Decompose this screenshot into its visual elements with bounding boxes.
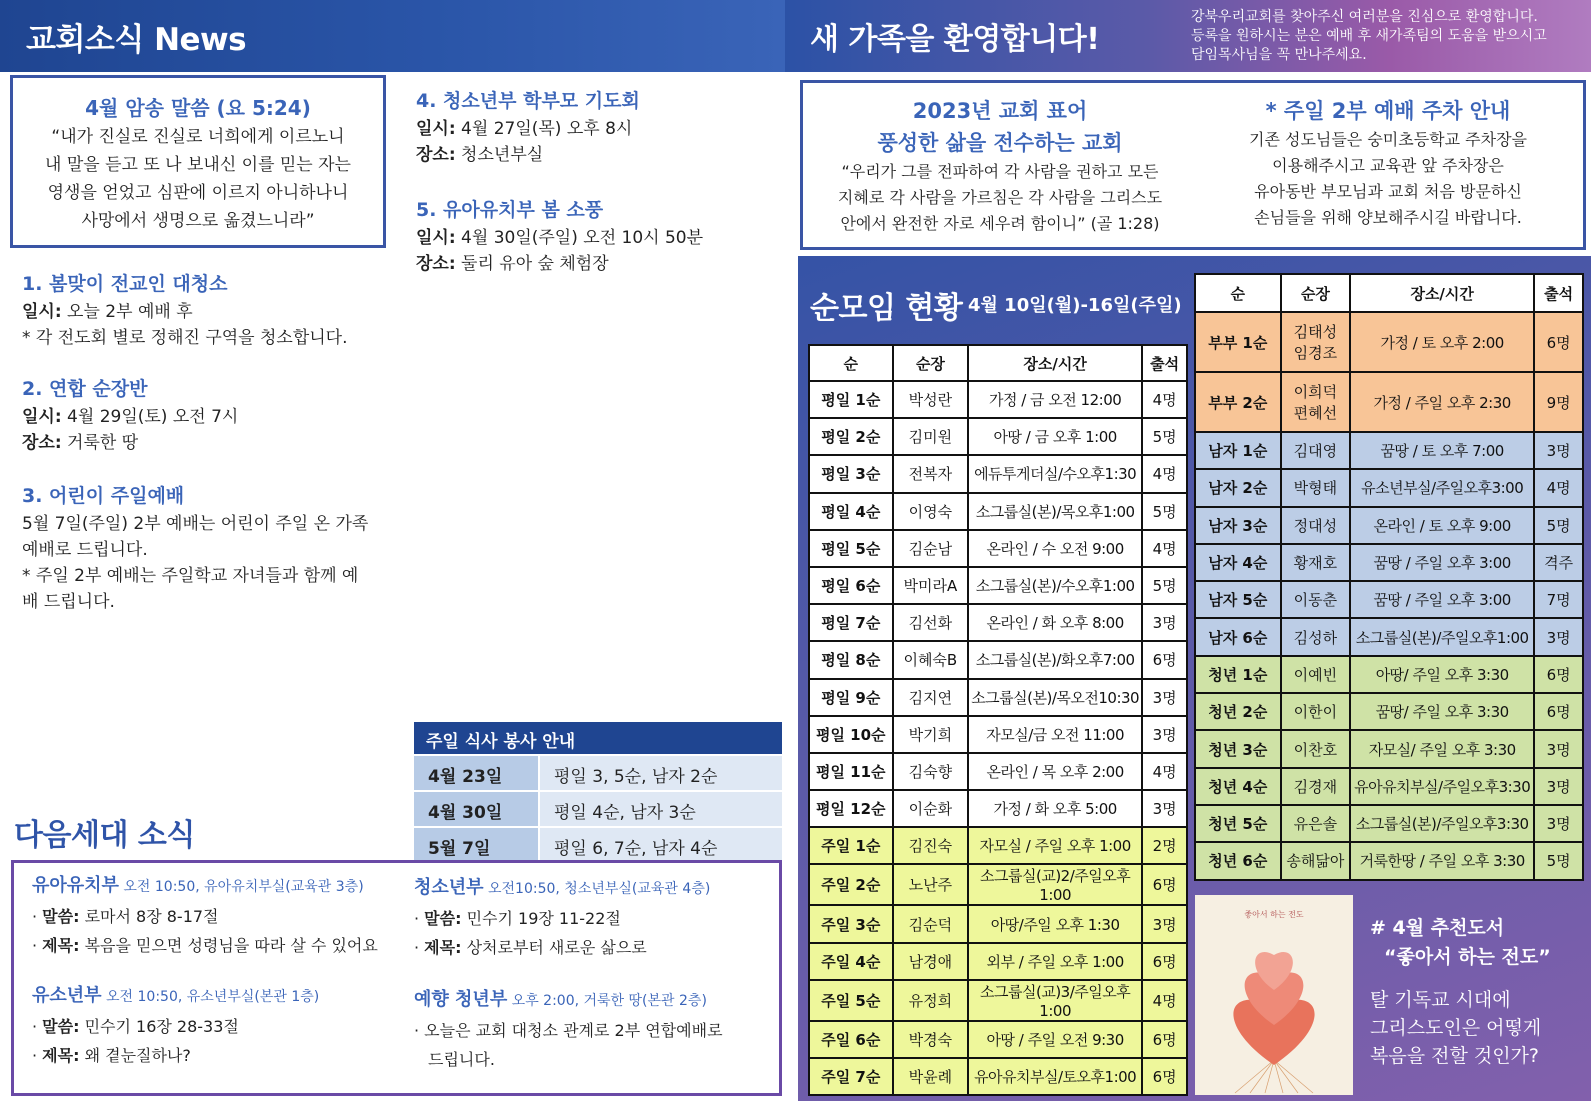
cell-leader: 김미원 — [893, 418, 969, 455]
welcome-header-title: 새 가족을 환영합니다! — [810, 22, 1100, 57]
cell-group-name: 평일 6순 — [809, 567, 893, 604]
cell-place-time: 온라인 / 수 오전 9:00 — [968, 530, 1142, 567]
welcome-message: 강북우리교회를 찾아주신 여러분을 진심으로 환영합니다. 등록을 원하시는 분은 예배 후 새가족팀의 도움을 받으시고 담임목사님을 꼭 만나주세요. — [1191, 9, 1547, 63]
table-row — [809, 418, 1187, 455]
table-row — [809, 716, 1187, 753]
table-row — [809, 567, 1187, 604]
cell-group-name: 평일 1순 — [809, 381, 893, 418]
news-header-title: 교회소식 News — [26, 22, 247, 58]
col-header: 순 — [809, 345, 893, 381]
cell-attendance: 6명 — [1534, 693, 1583, 730]
book-recommendation-label: # 4월 추천도서 “좋아서 하는 전도” — [1370, 917, 1551, 968]
table-row — [809, 604, 1187, 641]
cell-leader: 이영숙 — [893, 493, 969, 530]
cell-place-time: 아땅 / 금 오후 1:00 — [968, 418, 1142, 455]
col-header: 장소/시간 — [1350, 274, 1534, 312]
cell-attendance: 4명 — [1142, 753, 1187, 790]
cell-group-name: 평일 5순 — [809, 530, 893, 567]
cell-leader: 박성란 — [893, 381, 969, 418]
cell-group-name: 주일 3순 — [809, 905, 893, 942]
cell-leader: 박형태 — [1281, 469, 1351, 506]
table-row — [809, 641, 1187, 678]
parking-notice: * 주일 2부 예배 주차 안내 기존 성도님들은 숭미초등학교 주차장을 이용해주시고 교육관 앞 주차장은 유아동반 부모님과 교회 처음 방문하신 손님들을 위해 양보해주시길 바랍니다. — [1248, 99, 1527, 227]
cell-place-time: 가정 / 화 오후 5:00 — [968, 790, 1142, 827]
cell-group-period: 4월 10일(월)-16일(주일) — [968, 295, 1182, 316]
cell-group-name: 평일 3순 — [809, 455, 893, 492]
cell-leader: 김선화 — [893, 604, 969, 641]
cell-group-name: 부부 1순 — [1195, 312, 1281, 372]
meal-row: 4월 23일 평일 3, 5순, 남자 2순 — [414, 756, 782, 790]
cell-attendance: 5명 — [1534, 507, 1583, 544]
table-row — [1195, 372, 1583, 432]
cell-group-name: 평일 12순 — [809, 790, 893, 827]
cell-attendance: 3명 — [1142, 716, 1187, 753]
cell-place-time: 소그룹실(교)3/주일오후1:00 — [968, 980, 1142, 1021]
cell-leader: 박경숙 — [893, 1021, 969, 1058]
cell-leader: 이순화 — [893, 790, 969, 827]
cell-place-time: 거룩한땅 / 주일 오후 3:30 — [1350, 842, 1534, 879]
cell-group-name: 청년 6순 — [1195, 842, 1281, 879]
cell-group-name: 청년 1순 — [1195, 656, 1281, 693]
cell-attendance: 6명 — [1534, 312, 1583, 372]
cell-leader: 이동춘 — [1281, 581, 1351, 618]
cell-attendance: 2명 — [1142, 827, 1187, 864]
cell-place-time: 온라인 / 화 오후 8:00 — [968, 604, 1142, 641]
table-row — [809, 790, 1187, 827]
table-row — [809, 980, 1187, 1021]
cell-leader: 송해닮아 — [1281, 842, 1351, 879]
cell-leader: 이예빈 — [1281, 656, 1351, 693]
cell-group-name: 주일 1순 — [809, 827, 893, 864]
cell-leader: 정대성 — [1281, 507, 1351, 544]
table-row — [1195, 730, 1583, 767]
cell-group-name: 남자 6순 — [1195, 618, 1281, 655]
next-gen-box — [11, 860, 782, 1096]
cell-leader: 황재호 — [1281, 544, 1351, 581]
table-row — [809, 1021, 1187, 1058]
cell-leader: 김태성 임경조 — [1281, 312, 1351, 372]
cell-group-name: 청년 2순 — [1195, 693, 1281, 730]
cell-group-name: 청년 3순 — [1195, 730, 1281, 767]
cell-attendance: 4명 — [1142, 980, 1187, 1021]
table-row — [1195, 768, 1583, 805]
cell-place-time: 꿈땅 / 토 오후 7:00 — [1350, 432, 1534, 469]
cell-group-name: 주일 2순 — [809, 864, 893, 905]
cell-place-time: 꿈땅 / 주일 오후 3:00 — [1350, 544, 1534, 581]
cell-group-name: 평일 8순 — [809, 641, 893, 678]
cell-attendance: 6명 — [1142, 864, 1187, 905]
cell-group-name: 평일 10순 — [809, 716, 893, 753]
cell-place-time: 소그룹실(본)/주일오후3:30 — [1350, 805, 1534, 842]
table-row — [1195, 805, 1583, 842]
cell-group-name: 남자 1순 — [1195, 432, 1281, 469]
cell-attendance: 7명 — [1534, 581, 1583, 618]
cell-group-name: 남자 3순 — [1195, 507, 1281, 544]
cell-place-time: 소그룹실(본)/목오전10:30 — [968, 679, 1142, 716]
cell-attendance: 3명 — [1534, 432, 1583, 469]
welcome-header — [785, 0, 1591, 72]
col-header: 순장 — [893, 345, 969, 381]
table-row — [1195, 312, 1583, 372]
cell-place-time: 꿈땅 / 주일 오후 3:00 — [1350, 581, 1534, 618]
cell-attendance: 3명 — [1534, 730, 1583, 767]
cell-group-table-special — [1194, 273, 1584, 881]
cell-attendance: 6명 — [1142, 1058, 1187, 1095]
col-header: 장소/시간 — [968, 345, 1142, 381]
table-row — [1195, 432, 1583, 469]
cell-leader: 김숙향 — [893, 753, 969, 790]
next-gen-section: 예향 청년부 오후 2:00, 거룩한 땅(본관 2층) · 오늘은 교회 대청소 관계로 2부 연합예배로 드립니다. — [414, 989, 723, 1069]
cell-attendance: 3명 — [1534, 805, 1583, 842]
church-motto: 2023년 교회 표어 풍성한 삶을 전수하는 교회 “우리가 그를 전파하여 각 사람을 권하고 모든 지혜로 각 사람을 가르침은 각 사람을 그리스도 안에서 완전한 자로 세우려 함이니” (골 1:28) — [837, 99, 1163, 233]
table-row — [809, 943, 1187, 980]
cell-leader: 노난주 — [893, 864, 969, 905]
cell-group-table-weekday — [808, 344, 1188, 1096]
cell-attendance: 3명 — [1534, 768, 1583, 805]
cell-attendance: 3명 — [1534, 618, 1583, 655]
next-gen-section: 청소년부 오전10:50, 청소년부실(교육관 4층) · 말씀: 민수기 19장 11-22절 · 제목: 상처로부터 새로운 삶으로 — [414, 877, 711, 957]
cell-attendance: 격주 — [1534, 544, 1583, 581]
cell-place-time: 아땅 / 주일 오전 9:30 — [968, 1021, 1142, 1058]
cell-attendance: 3명 — [1142, 604, 1187, 641]
table-row — [809, 753, 1187, 790]
cell-leader: 김지연 — [893, 679, 969, 716]
cell-place-time: 가정 / 토 오후 2:00 — [1350, 312, 1534, 372]
cell-group-name: 남자 4순 — [1195, 544, 1281, 581]
col-header: 순 — [1195, 274, 1281, 312]
meal-row: 5월 7일 평일 6, 7순, 남자 4순 — [414, 828, 782, 862]
cell-place-time: 자모실/금 오전 11:00 — [968, 716, 1142, 753]
cell-attendance: 5명 — [1534, 842, 1583, 879]
book-description: 탈 기독교 시대에 그리스도인은 어떻게 복음을 전할 것인가? — [1370, 989, 1542, 1067]
cell-place-time: 유아유치부실/주일오후3:30 — [1350, 768, 1534, 805]
cell-group-name: 평일 4순 — [809, 493, 893, 530]
cell-attendance: 5명 — [1142, 418, 1187, 455]
cell-leader: 이한이 — [1281, 693, 1351, 730]
meal-row: 4월 30일 평일 4순, 남자 3순 — [414, 792, 782, 826]
cell-attendance: 5명 — [1142, 493, 1187, 530]
cell-leader: 박미라A — [893, 567, 969, 604]
cell-leader: 유정희 — [893, 980, 969, 1021]
cell-place-time: 자모실/ 주일 오후 3:30 — [1350, 730, 1534, 767]
table-row — [809, 1058, 1187, 1095]
cell-group-name: 부부 2순 — [1195, 372, 1281, 432]
col-header: 출석 — [1534, 274, 1583, 312]
cell-place-time: 유소년부실/주일오후3:00 — [1350, 469, 1534, 506]
meal-service-title: 주일 식사 봉사 안내 — [414, 722, 782, 754]
table-row — [1195, 544, 1583, 581]
cell-place-time: 아땅/주일 오후 1:30 — [968, 905, 1142, 942]
table-row — [1195, 507, 1583, 544]
memory-verse-title: 4월 암송 말씀 (요 5:24) — [85, 96, 311, 120]
cell-attendance: 4명 — [1534, 469, 1583, 506]
memory-verse-text: “내가 진실로 진실로 너희에게 이르노니 내 말을 듣고 또 나 보내신 이를 믿는 자는 영생을 얻었고 심판에 이르지 아니하나니 사망에서 생명으로 옮겼느니라” — [45, 127, 351, 231]
cell-place-time: 온라인 / 토 오후 9:00 — [1350, 507, 1534, 544]
cell-place-time: 유아유치부실/토오후1:00 — [968, 1058, 1142, 1095]
cell-leader: 박윤례 — [893, 1058, 969, 1095]
cell-place-time: 온라인 / 목 오후 2:00 — [968, 753, 1142, 790]
news-item-picnic: 5. 유아유치부 봄 소풍 일시: 4월 30일(주일) 오전 10시 50분 장소: 둘리 유아 숲 체험장 — [416, 199, 704, 274]
cell-group-name: 평일 11순 — [809, 753, 893, 790]
cell-place-time: 아땅/ 주일 오후 3:30 — [1350, 656, 1534, 693]
cell-attendance: 4명 — [1142, 381, 1187, 418]
cell-place-time: 소그룹실(교)2/주일오후1:00 — [968, 864, 1142, 905]
cell-place-time: 에듀투게더실/수오후1:30 — [968, 455, 1142, 492]
cell-attendance: 6명 — [1142, 1021, 1187, 1058]
cell-place-time: 자모실 / 주일 오후 1:00 — [968, 827, 1142, 864]
cell-group-name: 평일 9순 — [809, 679, 893, 716]
news-item-cleaning: 1. 봄맞이 전교인 대청소 일시: 오늘 2부 예배 후 * 각 전도회 별로 정해진 구역을 청소합니다. — [22, 273, 348, 348]
cell-leader: 이혜숙B — [893, 641, 969, 678]
table-row — [809, 905, 1187, 942]
news-header — [0, 0, 785, 72]
news-item-prayer: 4. 청소년부 학부모 기도회 일시: 4월 27일(목) 오후 8시 장소: 청소년부실 — [416, 90, 640, 165]
cell-group-name: 남자 5순 — [1195, 581, 1281, 618]
col-header: 출석 — [1142, 345, 1187, 381]
table-row — [1195, 581, 1583, 618]
cell-leader: 이희덕 편혜선 — [1281, 372, 1351, 432]
next-gen-section: 유아유치부 오전 10:50, 유아유치부실(교육관 3층) · 말씀: 로마서 8장 8-17절 · 제목: 복음을 믿으면 성령님을 따라 살 수 있어요 — [32, 875, 378, 955]
cell-leader: 이찬호 — [1281, 730, 1351, 767]
news-item-children: 3. 어린이 주일예배 5월 7일(주일) 2부 예배는 어린이 주일 온 가족 예배로 드립니다. * 주일 2부 예배는 주일학교 자녀들과 함께 예 배 드립니다. — [22, 485, 369, 612]
table-row — [809, 679, 1187, 716]
cell-group-name: 평일 7순 — [809, 604, 893, 641]
table-row — [1195, 618, 1583, 655]
cell-place-time: 외부 / 주일 오후 1:00 — [968, 943, 1142, 980]
cell-attendance: 6명 — [1142, 641, 1187, 678]
col-header: 순장 — [1281, 274, 1351, 312]
table-row — [1195, 469, 1583, 506]
cell-place-time: 소그룹실(본)/수오후1:00 — [968, 567, 1142, 604]
cell-attendance: 4명 — [1142, 455, 1187, 492]
cell-leader: 김순남 — [893, 530, 969, 567]
cell-attendance: 9명 — [1534, 372, 1583, 432]
cell-group-name: 주일 4순 — [809, 943, 893, 980]
table-row — [1195, 842, 1583, 879]
cell-leader: 전복자 — [893, 455, 969, 492]
cell-group-name: 주일 5순 — [809, 980, 893, 1021]
table-row — [809, 530, 1187, 567]
cell-place-time: 가정 / 금 오전 12:00 — [968, 381, 1142, 418]
table-row — [809, 827, 1187, 864]
motto-parking-box — [800, 80, 1586, 250]
cell-attendance: 6명 — [1534, 656, 1583, 693]
cell-group-name: 주일 6순 — [809, 1021, 893, 1058]
book-cover-image — [1195, 895, 1353, 1095]
table-row — [1195, 693, 1583, 730]
cell-place-time: 꿈땅/ 주일 오후 3:30 — [1350, 693, 1534, 730]
table-row — [809, 864, 1187, 905]
cell-leader: 김진숙 — [893, 827, 969, 864]
cell-group-title: 순모임 현황 — [810, 291, 963, 326]
cell-attendance: 3명 — [1142, 905, 1187, 942]
cell-attendance: 3명 — [1142, 790, 1187, 827]
memory-verse-box — [10, 75, 386, 248]
next-gen-section: 유소년부 오전 10:50, 유소년부실(본관 1층) · 말씀: 민수기 16장 28-33절 · 제목: 왜 곁눈질하나? — [32, 985, 320, 1065]
cell-group-name: 청년 4순 — [1195, 768, 1281, 805]
cell-leader: 유은솔 — [1281, 805, 1351, 842]
cell-attendance: 5명 — [1142, 567, 1187, 604]
cell-place-time: 소그룹실(본)/주일오후1:00 — [1350, 618, 1534, 655]
table-row — [809, 455, 1187, 492]
cell-group-name: 주일 7순 — [809, 1058, 893, 1095]
cell-leader: 김경재 — [1281, 768, 1351, 805]
news-item-leaders: 2. 연합 순장반 일시: 4월 29일(토) 오전 7시 장소: 거룩한 땅 — [22, 378, 239, 453]
cell-group-name: 평일 2순 — [809, 418, 893, 455]
cell-leader: 박기희 — [893, 716, 969, 753]
cell-attendance: 6명 — [1142, 943, 1187, 980]
cell-place-time: 소그룹실(본)/목오후1:00 — [968, 493, 1142, 530]
cell-leader: 남경애 — [893, 943, 969, 980]
cell-group-name: 남자 2순 — [1195, 469, 1281, 506]
cell-attendance: 4명 — [1142, 530, 1187, 567]
table-row — [809, 381, 1187, 418]
table-row — [809, 493, 1187, 530]
cell-leader: 김성하 — [1281, 618, 1351, 655]
cell-leader: 김대영 — [1281, 432, 1351, 469]
cell-group-name: 청년 5순 — [1195, 805, 1281, 842]
table-row — [1195, 656, 1583, 693]
cell-place-time: 가정 / 주일 오후 2:30 — [1350, 372, 1534, 432]
cell-attendance: 3명 — [1142, 679, 1187, 716]
next-gen-title: 다음세대 소식 — [14, 818, 195, 853]
cell-leader: 김순덕 — [893, 905, 969, 942]
svg-text:좋아서 하는 전도: 좋아서 하는 전도 — [1244, 910, 1304, 919]
cell-place-time: 소그룹실(본)/화오후7:00 — [968, 641, 1142, 678]
